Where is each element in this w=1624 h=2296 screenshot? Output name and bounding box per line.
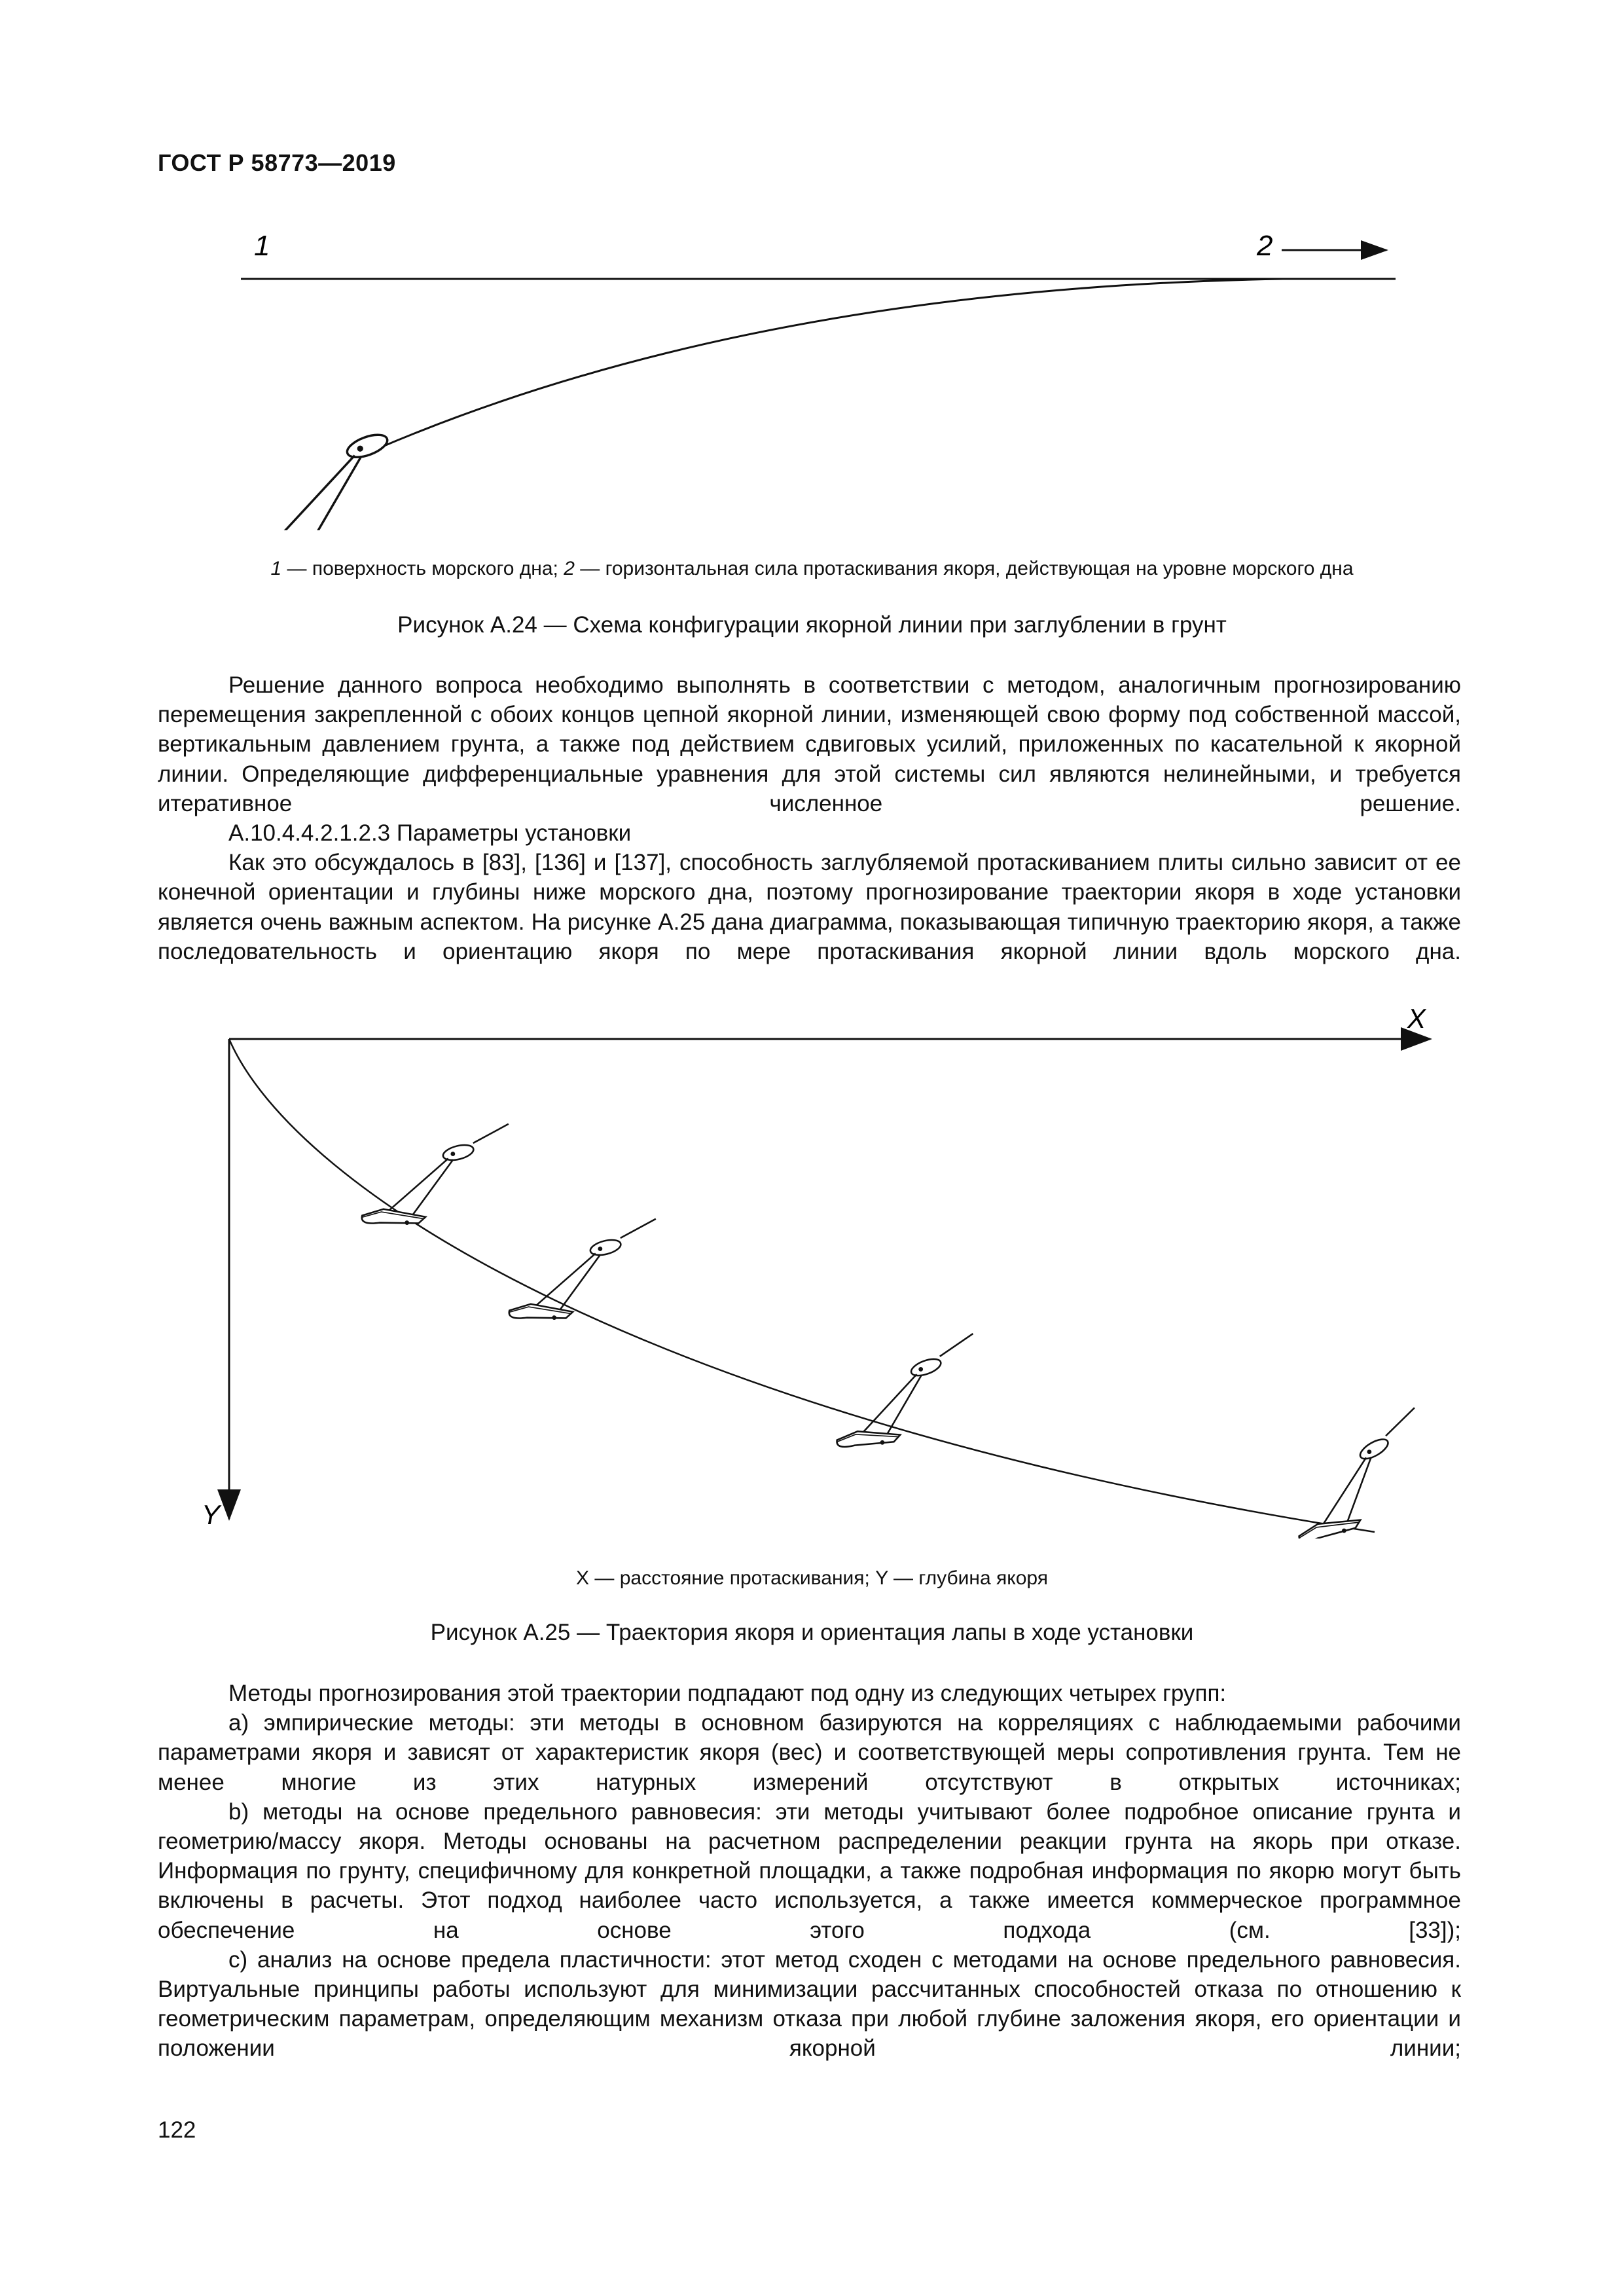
paragraph: Решение данного вопроса необходимо выполнять в соответствии с методом, аналогичным прогнозированию перемещения закрепленной с обоих концов цепной якорной линии, изменяющей свою форму под собственной массой, вертикальным давлением грунта, а также под действием сдвиговых усилий, приложенных по касательной к якорной линии. Определяющие дифференциальные уравнения для этой системы сил являются нелинейными, и требуется итеративное численное решение. <box>158 672 1461 816</box>
legend-num-2: 2 <box>564 558 575 579</box>
section-heading: А.10.4.4.2.1.2.3 Параметры установки <box>228 820 632 847</box>
anchor-position-3 <box>818 1334 998 1460</box>
legend-text-2: — горизонтальная сила протаскивания якоря, действующая на уровне морского дна <box>574 558 1354 579</box>
list-item-c: c) анализ на основе предела пластичности: этот метод сходен с методами на основе предельного равновесия. Виртуальные принципы работы используют для минимизации рассчитанных способностей отказа по отношению к геометрическим параметрам, определяющим механизм отказа при любой глубине заложения якоря, его ориентации и положении якорной линии; <box>158 1946 1461 2062</box>
body-text-2 <box>158 1679 1461 2064</box>
figure-a25-caption: Рисунок А.25 — Траектория якоря и ориентация лапы в ходе установки <box>430 1620 1194 1645</box>
list-item-b: b) методы на основе предельного равновесия: эти методы учитывают более подробное описание грунта и геометрию/массу якоря. Методы основаны на расчетном распределении реакции грунта на якорь при отказе. Информация по грунту, специфичному для конкретной площадки, а также подробная информация по якорю могут быть включены в расчеты. Этот подход наиболее часто используется, а также имеется коммерческое программное обеспечение на основе этого подхода (см. [33]); <box>158 1798 1461 1943</box>
paragraph: Методы прогнозирования этой траектории подпадают под одну из следующих четырех групп: <box>228 1681 1227 1706</box>
document-code: ГОСТ Р 58773—2019 <box>158 149 396 176</box>
page-number: 122 <box>158 2117 196 2143</box>
figure-a25-legend: X — расстояние протаскивания; Y — глубина якоря <box>576 1567 1048 1589</box>
axis-y-label: Y <box>202 1499 221 1530</box>
anchor-line-curve <box>376 279 1283 449</box>
anchor-icon <box>225 430 414 530</box>
paragraph: Как это обсуждалось в [83], [136] и [137], способность заглубляемой протаскиванием плиты сильно зависит от ее конечной ориентации и глубины ниже морского дна, поэтому прогнозирование траектории якоря в ходе установки является очень важным аспектом. На рисунке А.25 дана диаграмма, показывающая типичную траекторию якоря, а также последовательность и ориентацию якоря по мере протаскивания якорной линии вдоль морского дна. <box>158 850 1461 964</box>
axis-x-label: X <box>1407 1003 1426 1034</box>
callout-1: 1 <box>254 230 270 262</box>
list-item-a: a) эмпирические методы: эти методы в основном базируются на корреляциях с наблюдаемыми рабочими параметрами якоря и зависят от характеристик якоря (вес) и соответствующей меры сопротивления грунта. Тем не менее многие из этих натурных измерений отсутствуют в открытых источниках; <box>158 1710 1461 1795</box>
legend-text-1: — поверхность морского дна; <box>281 558 564 579</box>
legend-num-1: 1 <box>270 558 282 579</box>
body-text-1 <box>158 670 1461 966</box>
callout-2: 2 <box>1257 230 1273 262</box>
trajectory-curve <box>229 1039 1375 1532</box>
figure-a24 <box>0 216 1624 530</box>
anchor-position-1 <box>348 1124 526 1237</box>
figure-a24-legend <box>0 558 1624 580</box>
figure-a24-caption: Рисунок А.24 — Схема конфигурации якорной линии при заглублении в грунт <box>397 612 1227 638</box>
figure-a25 <box>0 995 1624 1539</box>
